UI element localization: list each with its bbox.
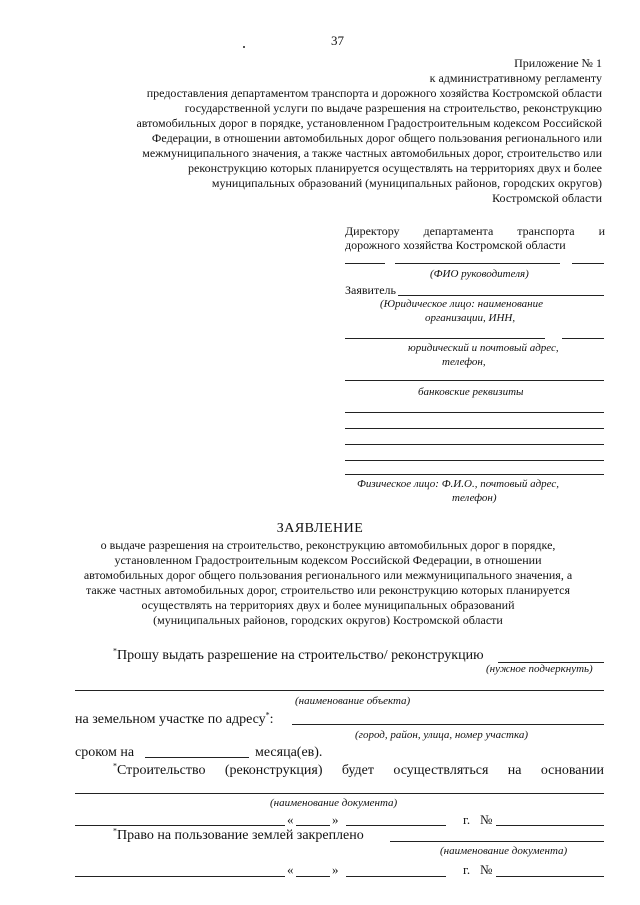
applicant-blank[interactable] (345, 428, 604, 429)
number-sign: № (480, 862, 493, 877)
year-label: г. (463, 812, 471, 827)
applicant-blank[interactable] (345, 460, 604, 461)
year-label: г. (463, 862, 471, 877)
object-hint: (наименование объекта) (295, 695, 411, 707)
object-name-field[interactable] (75, 690, 604, 691)
applicant-blank[interactable] (345, 444, 604, 445)
appendix-line: реконструкцию которых планируется осуществлять на территориях двух и более (188, 161, 602, 175)
land-right-line: *Право на пользование землей закреплено (113, 826, 364, 843)
plot-address-field[interactable] (292, 724, 604, 725)
statement-line: установленном Градостроительным кодексом Российской Федерации, в отношении (114, 553, 542, 567)
statement-line: также частных автомобильных дорог, строительство или реконструкцию которых планируется (85, 583, 571, 597)
applicant-blank[interactable] (345, 412, 604, 413)
person-hint: Физическое лицо: Ф.И.О., почтовый адрес, (357, 478, 560, 490)
land-right-field[interactable] (390, 841, 604, 842)
quote-open: « (287, 862, 294, 877)
fio-blank-3[interactable] (572, 263, 604, 264)
page-number: 37 (331, 33, 344, 48)
applicant-blank[interactable] (345, 338, 545, 339)
doc-blank[interactable] (75, 876, 285, 877)
statement-line: автомобильных дорог общего пользования регионального или межмуниципального значения, а (83, 568, 573, 582)
appendix-line: автомобильных дорог в порядке, установленном Градостроительным кодексом Российской (136, 116, 602, 130)
statement-line: (муниципальных районов, городских округов) Костромской области (153, 613, 503, 627)
appendix-line: Федерации, в отношении автомобильных дорог общего пользования регионального или (151, 131, 602, 145)
plot-hint: (город, район, улица, номер участка) (355, 729, 529, 741)
appendix-line: государственной услуги по выдаче разрешения на строительство, реконструкцию (184, 101, 602, 115)
basis-document-field[interactable] (75, 793, 604, 794)
term-unit: месяца(ев). (255, 745, 323, 760)
statement-title: ЗАЯВЛЕНИЕ (276, 521, 364, 536)
addressee-line-2: дорожного хозяйства Костромской области (345, 238, 566, 252)
fio-hint: (ФИО руководителя) (430, 268, 529, 280)
appendix-line: предоставления департаментом транспорта и дорожного хозяйства Костромской области (146, 86, 602, 100)
underline-hint: (нужное подчеркнуть) (486, 663, 593, 675)
day-field[interactable] (296, 876, 330, 877)
bank-hint: банковские реквизиты (418, 386, 524, 398)
quote-close: » (332, 862, 339, 877)
scan-dot (243, 46, 245, 48)
fio-blank-1[interactable] (345, 263, 385, 264)
day-field[interactable] (296, 825, 330, 826)
doc-blank[interactable] (75, 825, 285, 826)
applicant-field[interactable] (398, 295, 604, 296)
legal-entity-hint: организации, ИНН, (425, 312, 516, 324)
appendix-line: к административному регламенту (429, 71, 602, 85)
person-hint: телефон) (452, 492, 497, 504)
appendix-line: муниципальных образований (муниципальных районов, городских округов) (211, 176, 602, 190)
fio-blank-2[interactable] (395, 263, 560, 264)
doc-number-field[interactable] (496, 825, 604, 826)
applicant-blank[interactable] (345, 474, 604, 475)
applicant-blank[interactable] (562, 338, 604, 339)
appendix-line: межмуниципального значения, а также частных автомобильных дорог, строительство или (142, 146, 602, 160)
quote-open: « (287, 812, 294, 827)
legal-entity-hint: (Юридическое лицо: наименование (380, 298, 544, 310)
doc-hint-2: (наименование документа) (440, 845, 568, 857)
address-hint: телефон, (442, 356, 486, 368)
doc-hint: (наименование документа) (270, 797, 398, 809)
number-sign: № (480, 812, 493, 827)
appendix-title: Приложение № 1 (514, 56, 602, 70)
applicant-blank[interactable] (345, 380, 604, 381)
term-label: сроком на (75, 745, 135, 760)
month-field[interactable] (346, 876, 446, 877)
addressee-line-1: Директору департамента транспорта и (345, 224, 605, 238)
month-field[interactable] (346, 825, 446, 826)
statement-line: о выдаче разрешения на строительство, реконструкцию автомобильных дорог в порядке, (100, 538, 556, 552)
request-line: *Прошу выдать разрешение на строительство/ реконструкцию (113, 646, 484, 663)
term-field[interactable] (145, 757, 249, 758)
statement-line: осуществлять на территориях двух и более муниципальных образований (141, 598, 515, 612)
doc-number-field[interactable] (496, 876, 604, 877)
appendix-line: Костромской области (492, 191, 602, 205)
plot-address-label: на земельном участке по адресу*: (75, 710, 274, 727)
applicant-label: Заявитель (345, 283, 396, 297)
quote-close: » (332, 812, 339, 827)
address-hint: юридический и почтовый адрес, (408, 342, 559, 354)
basis-line: *Строительство (реконструкция) будет осуществляться на основании (113, 761, 604, 778)
